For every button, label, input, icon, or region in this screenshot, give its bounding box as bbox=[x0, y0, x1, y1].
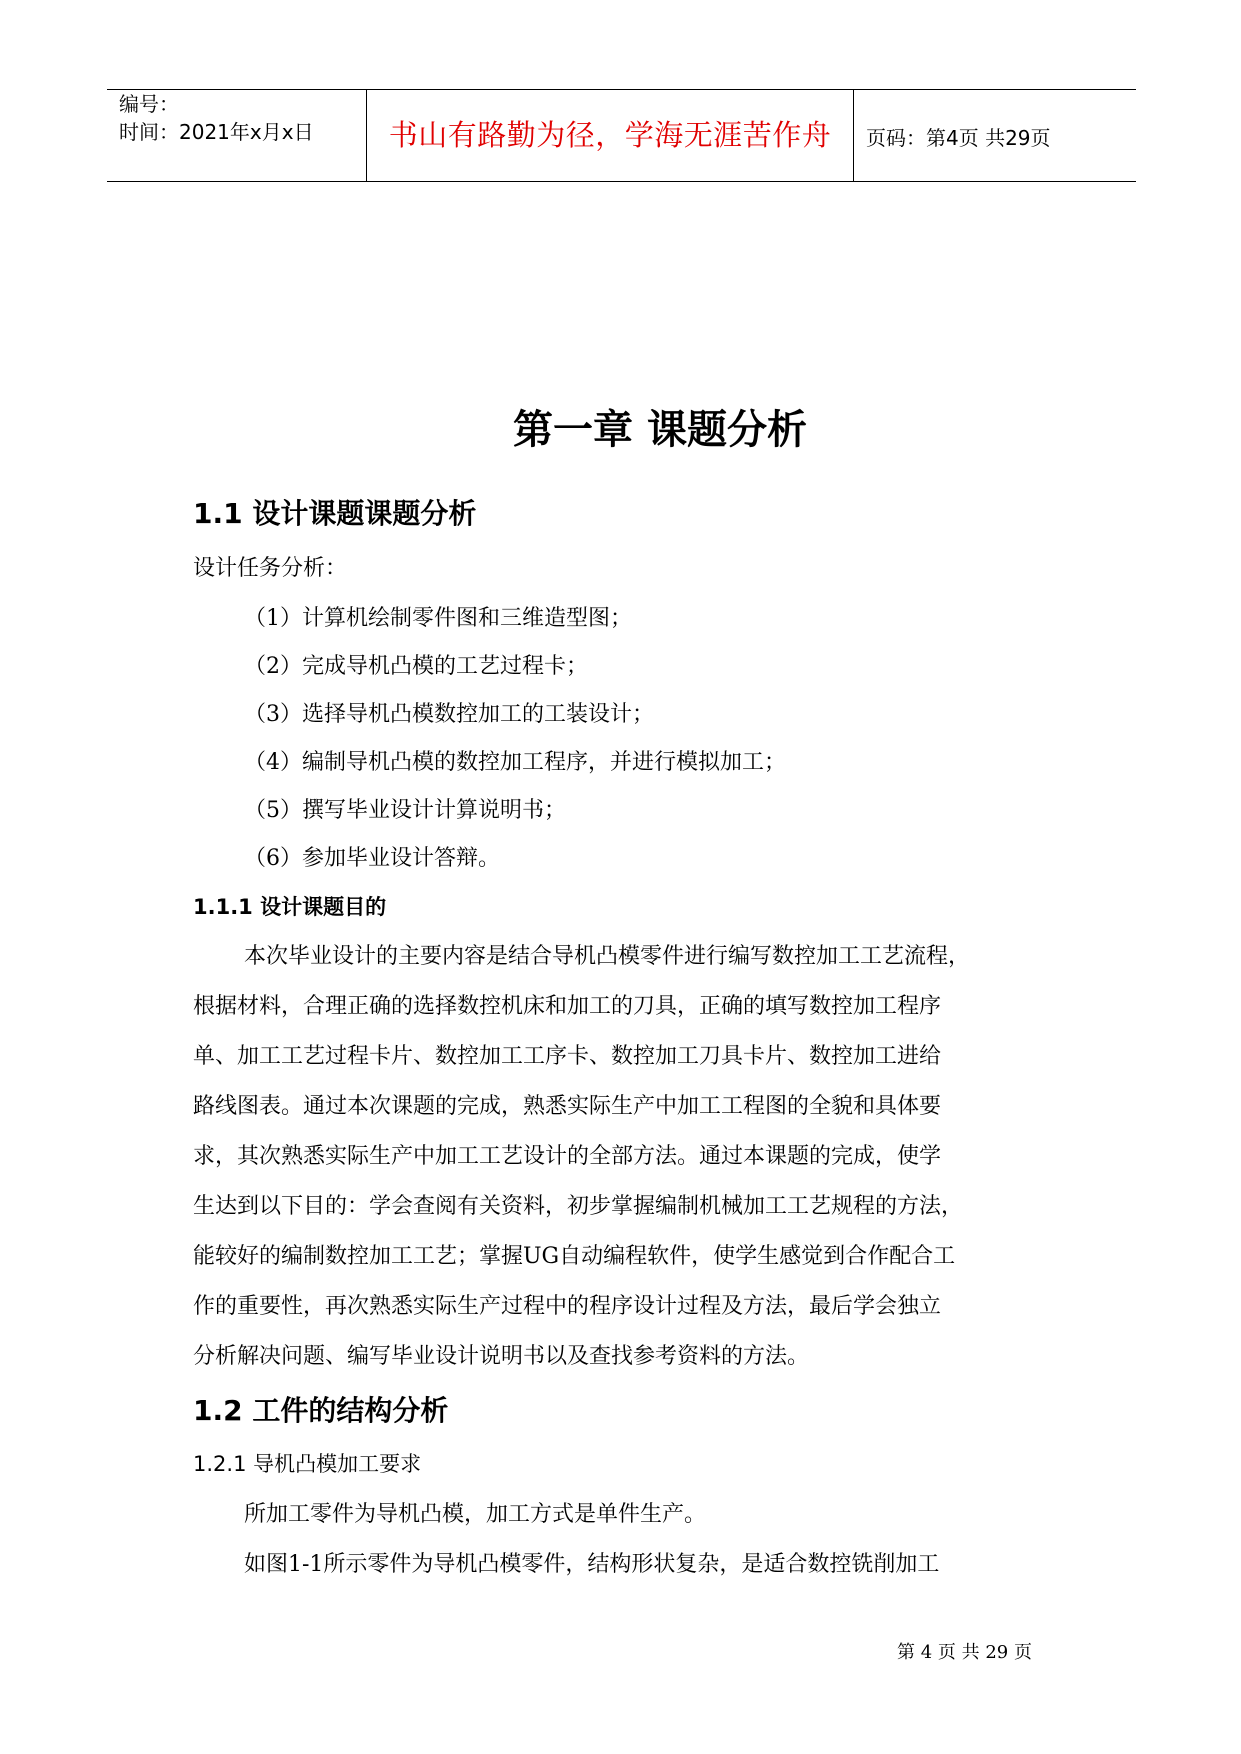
paragraph-line: 作的重要性，再次熟悉实际生产过程中的程序设计过程及方法，最后学会独立 bbox=[193, 1294, 942, 1319]
paragraph-line: 本次毕业设计的主要内容是结合导机凸模零件进行编写数控加工工艺流程， bbox=[244, 944, 971, 969]
task-item: （4）编制导机凸模的数控加工程序，并进行模拟加工； bbox=[244, 750, 786, 775]
task-item: （2）完成导机凸模的工艺过程卡； bbox=[244, 654, 588, 679]
section-heading-1-1: 1.1 设计课题课题分析 bbox=[193, 497, 477, 530]
paragraph-line: 单、加工工艺过程卡片、数控加工工序卡、数控加工刀具卡片、数控加工进给 bbox=[193, 1044, 942, 1069]
header-time-label: 时间：2021年x月x日 bbox=[119, 120, 314, 144]
header-divider-left bbox=[366, 89, 367, 182]
paragraph-line: 分析解决问题、编写毕业设计说明书以及查找参考资料的方法。 bbox=[193, 1344, 810, 1369]
header-motto: 书山有路勤为径，学海无涯苦作舟 bbox=[388, 118, 832, 152]
paragraph-line: 所加工零件为导机凸模，加工方式是单件生产。 bbox=[244, 1502, 707, 1527]
header-divider-right bbox=[853, 89, 854, 182]
section-heading-1-1-1: 1.1.1 设计课题目的 bbox=[193, 895, 387, 919]
header-serial-label: 编号： bbox=[119, 92, 179, 116]
task-item: （5）撰写毕业设计计算说明书； bbox=[244, 798, 566, 823]
section-heading-1-2: 1.2 工件的结构分析 bbox=[193, 1394, 449, 1427]
paragraph-line: 求，其次熟悉实际生产中加工工艺设计的全部方法。通过本课题的完成，使学 bbox=[193, 1144, 942, 1169]
header-bottom-rule bbox=[107, 181, 1136, 182]
paragraph-line: 路线图表。通过本次课题的完成，熟悉实际生产中加工工程图的全貌和具体要 bbox=[193, 1094, 942, 1119]
header-page-info: 页码：第4页 共29页 bbox=[866, 126, 1051, 150]
paragraph-line: 生达到以下目的：学会查阅有关资料，初步掌握编制机械加工工艺规程的方法， bbox=[193, 1194, 964, 1219]
task-item: （6）参加毕业设计答辩。 bbox=[244, 846, 500, 871]
paragraph-line: 根据材料，合理正确的选择数控机床和加工的刀具，正确的填写数控加工程序 bbox=[193, 994, 942, 1019]
task-item: （3）选择导机凸模数控加工的工装设计； bbox=[244, 702, 654, 727]
task-item: （1）计算机绘制零件图和三维造型图； bbox=[244, 606, 632, 631]
paragraph-line: 如图1-1所示零件为导机凸模零件，结构形状复杂，是适合数控铣削加工 bbox=[244, 1552, 940, 1577]
paragraph-line: 能较好的编制数控加工工艺；掌握UG自动编程软件，使学生感觉到合作配合工 bbox=[193, 1244, 956, 1269]
chapter-title: 第一章 课题分析 bbox=[513, 407, 807, 453]
header-top-rule bbox=[107, 89, 1136, 90]
footer-page-number: 第 4 页 共 29 页 bbox=[897, 1642, 1032, 1663]
section-heading-1-2-1: 1.2.1 导机凸模加工要求 bbox=[193, 1452, 422, 1476]
task-intro: 设计任务分析： bbox=[193, 556, 348, 581]
